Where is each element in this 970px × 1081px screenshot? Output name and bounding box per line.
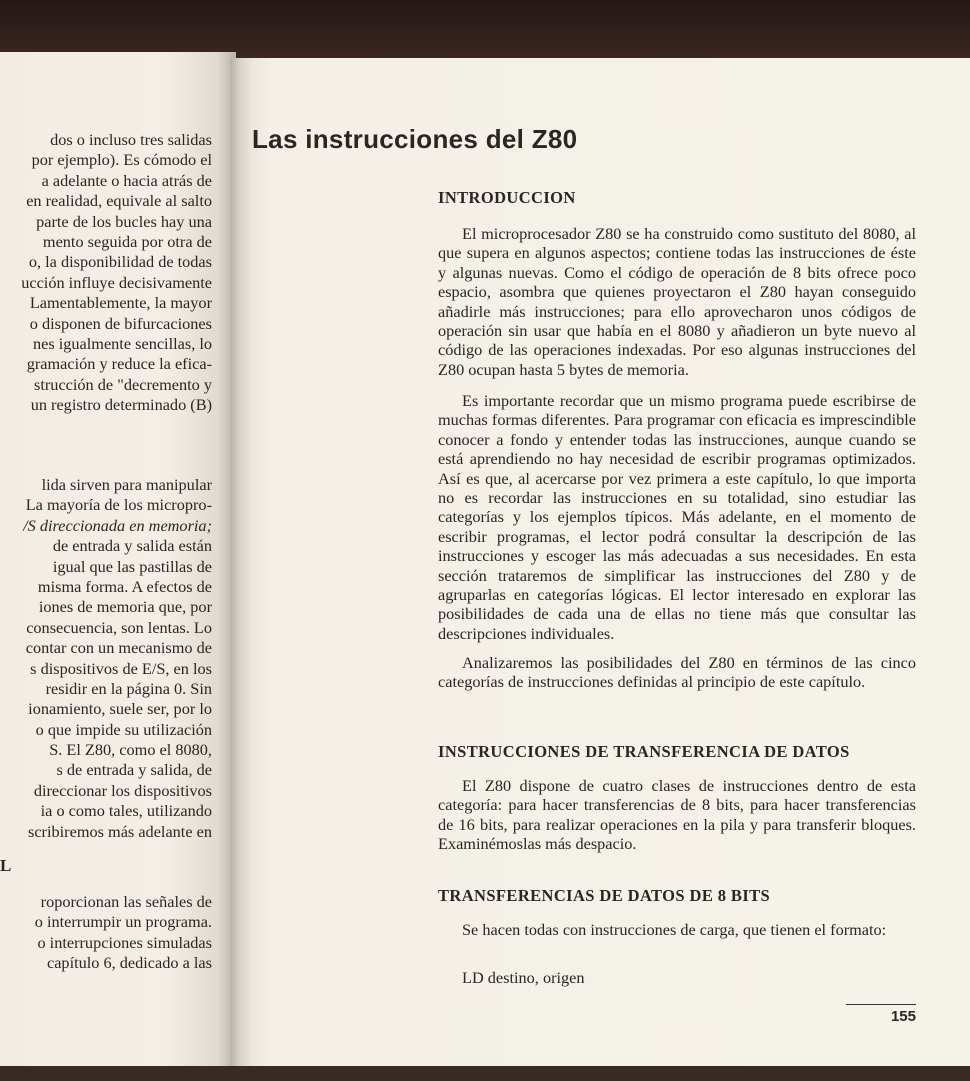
ocho-bits-paragraph: Se hacen todas con instrucciones de carga, que tienen el formato: <box>462 920 887 939</box>
left-text-line: consecuencia, son lentas. Lo <box>26 617 212 637</box>
left-text-line: por ejemplo). Es cómodo el <box>31 150 212 170</box>
section-heading-ocho-bits: TRANSFERENCIAS DE DATOS DE 8 BITS <box>438 886 771 905</box>
left-text-line: ionamiento, suele ser, por lo <box>28 699 212 719</box>
left-text-line: strucción de "decremento y <box>34 374 212 394</box>
intro-paragraph-3: Analizaremos las posibilidades del Z80 en términos de las cinco categorías de instrucciones definidas al principio de este capítulo. <box>438 653 916 692</box>
left-text-line: Lamentablemente, la mayor <box>29 293 212 313</box>
transferencia-paragraph: El Z80 dispone de cuatro clases de instrucciones dentro de esta categoría: para hacer transferencias de 8 bits, para hacer transferencias de 16 bits, para realizar operaciones en la pila y para transferir bloques. Examinémoslas más despacio. <box>438 776 916 854</box>
right-page <box>230 58 970 1066</box>
left-text-line: s de entrada y salida, de <box>56 760 212 780</box>
left-text-line: mento seguida por otra de <box>42 231 212 251</box>
left-text-line: residir en la página 0. Sin <box>45 678 212 698</box>
section-heading-transferencia: INSTRUCCIONES DE TRANSFERENCIA DE DATOS <box>438 742 850 761</box>
left-text-line: s dispositivos de E/S, en los <box>30 658 212 678</box>
left-text-line: de entrada y salida están <box>52 536 212 556</box>
left-paragraph-3 <box>35 892 212 974</box>
left-text-line: o interrupciones simuladas <box>37 932 212 952</box>
intro-paragraph-1: El microprocesador Z80 se ha construido como sustituto del 8080, al que supera en algunos aspectos; contiene todas las instrucciones de éste y algunas nuevas. Como el código de operación de 8 bits ofrece poco espacio, asombra que quienes proyectaron el Z80 hayan conseguido añadirle más instrucciones; para ello aprovecharon unos códigos de operación sin usar que había en el 8080 y añadieron un byte nuevo al código de las operaciones indexadas. Por eso algunas instrucciones del Z80 ocupan hasta 5 bytes de memoria. <box>438 224 916 379</box>
scan-top-border <box>0 0 970 58</box>
left-text-line: a adelante o hacia atrás de <box>41 170 212 190</box>
left-page <box>0 52 236 1068</box>
page-number: 155 <box>890 1008 916 1025</box>
intro-paragraph-2: Es importante recordar que un mismo programa puede escribirse de muchas formas diferentes. Para programar con eficacia es imprescindible conocer a fondo y entender todas las instrucciones, aunque cuando se está aprendiendo no hay necesidad de escribir programas optimizados. Así es que, al acercarse por vez primera a este capítulo, lo que importa no es recordar las instrucciones en su totalidad, sino estudiar las categorías y los ejemplos típicos. Más adelante, en el momento de escribir programas, el lector podrá consultar la descripción de las instrucciones y escoger las más adecuadas a sus necesidades. En esta sección trataremos de simplificar las instrucciones del Z80 y de agruparlas en categorías lógicas. El lector interesado en explorar las posibilidades de cada una de ellas no tiene más que consultar las descripciones individuales. <box>438 391 916 643</box>
left-text-line: gramación y reduce la efica- <box>26 354 212 374</box>
left-text-line: La mayoría de los micropro- <box>25 495 212 515</box>
left-section-heading-fragment: L <box>0 856 12 875</box>
left-text-line: un registro determinado (B) <box>30 395 212 415</box>
left-text-line: /S direccionada en memoria; <box>23 515 212 535</box>
left-text-line: parte de los bucles hay una <box>36 211 212 231</box>
left-text-line: nes igualmente sencillas, lo <box>32 333 212 353</box>
page-number-rule <box>846 1004 916 1005</box>
left-text-line: S. El Z80, como el 8080, <box>49 740 212 760</box>
left-text-line: iones de memoria que, por <box>38 597 212 617</box>
left-text-line: o que impide su utilización <box>35 719 212 739</box>
chapter-title: Las instrucciones del Z80 <box>252 124 578 154</box>
left-text-line: roporcionan las señales de <box>40 892 212 911</box>
left-text-line: ucción influye decisivamente <box>21 272 212 292</box>
left-paragraph-2 <box>23 475 212 842</box>
left-text-line: misma forma. A efectos de <box>37 576 212 596</box>
left-paragraph-1 <box>21 130 212 415</box>
left-text-line: en realidad, equivale al salto <box>26 191 212 211</box>
left-text-line: dos o incluso tres salidas <box>50 130 212 149</box>
left-text-line: ia o como tales, utilizando <box>40 801 212 821</box>
left-text-line: scribiremos más adelante en <box>28 821 212 841</box>
left-text-line: igual que las pastillas de <box>52 556 212 576</box>
left-text-line: o, la disponibilidad de todas <box>28 252 212 272</box>
left-text-line: capítulo 6, dedicado a las <box>46 953 212 973</box>
scan-bottom-border <box>0 1066 970 1081</box>
left-text-line: contar con un mecanismo de <box>25 638 212 658</box>
left-text-line: lida sirven para manipular <box>41 475 212 494</box>
left-text-line: o interrumpir un programa. <box>34 912 212 932</box>
left-text-line: o disponen de bifurcaciones <box>29 313 212 333</box>
instruction-format: LD destino, origen <box>462 968 585 987</box>
left-text-line: direccionar los dispositivos <box>33 780 212 800</box>
section-heading-introduccion: INTRODUCCION <box>438 188 576 207</box>
